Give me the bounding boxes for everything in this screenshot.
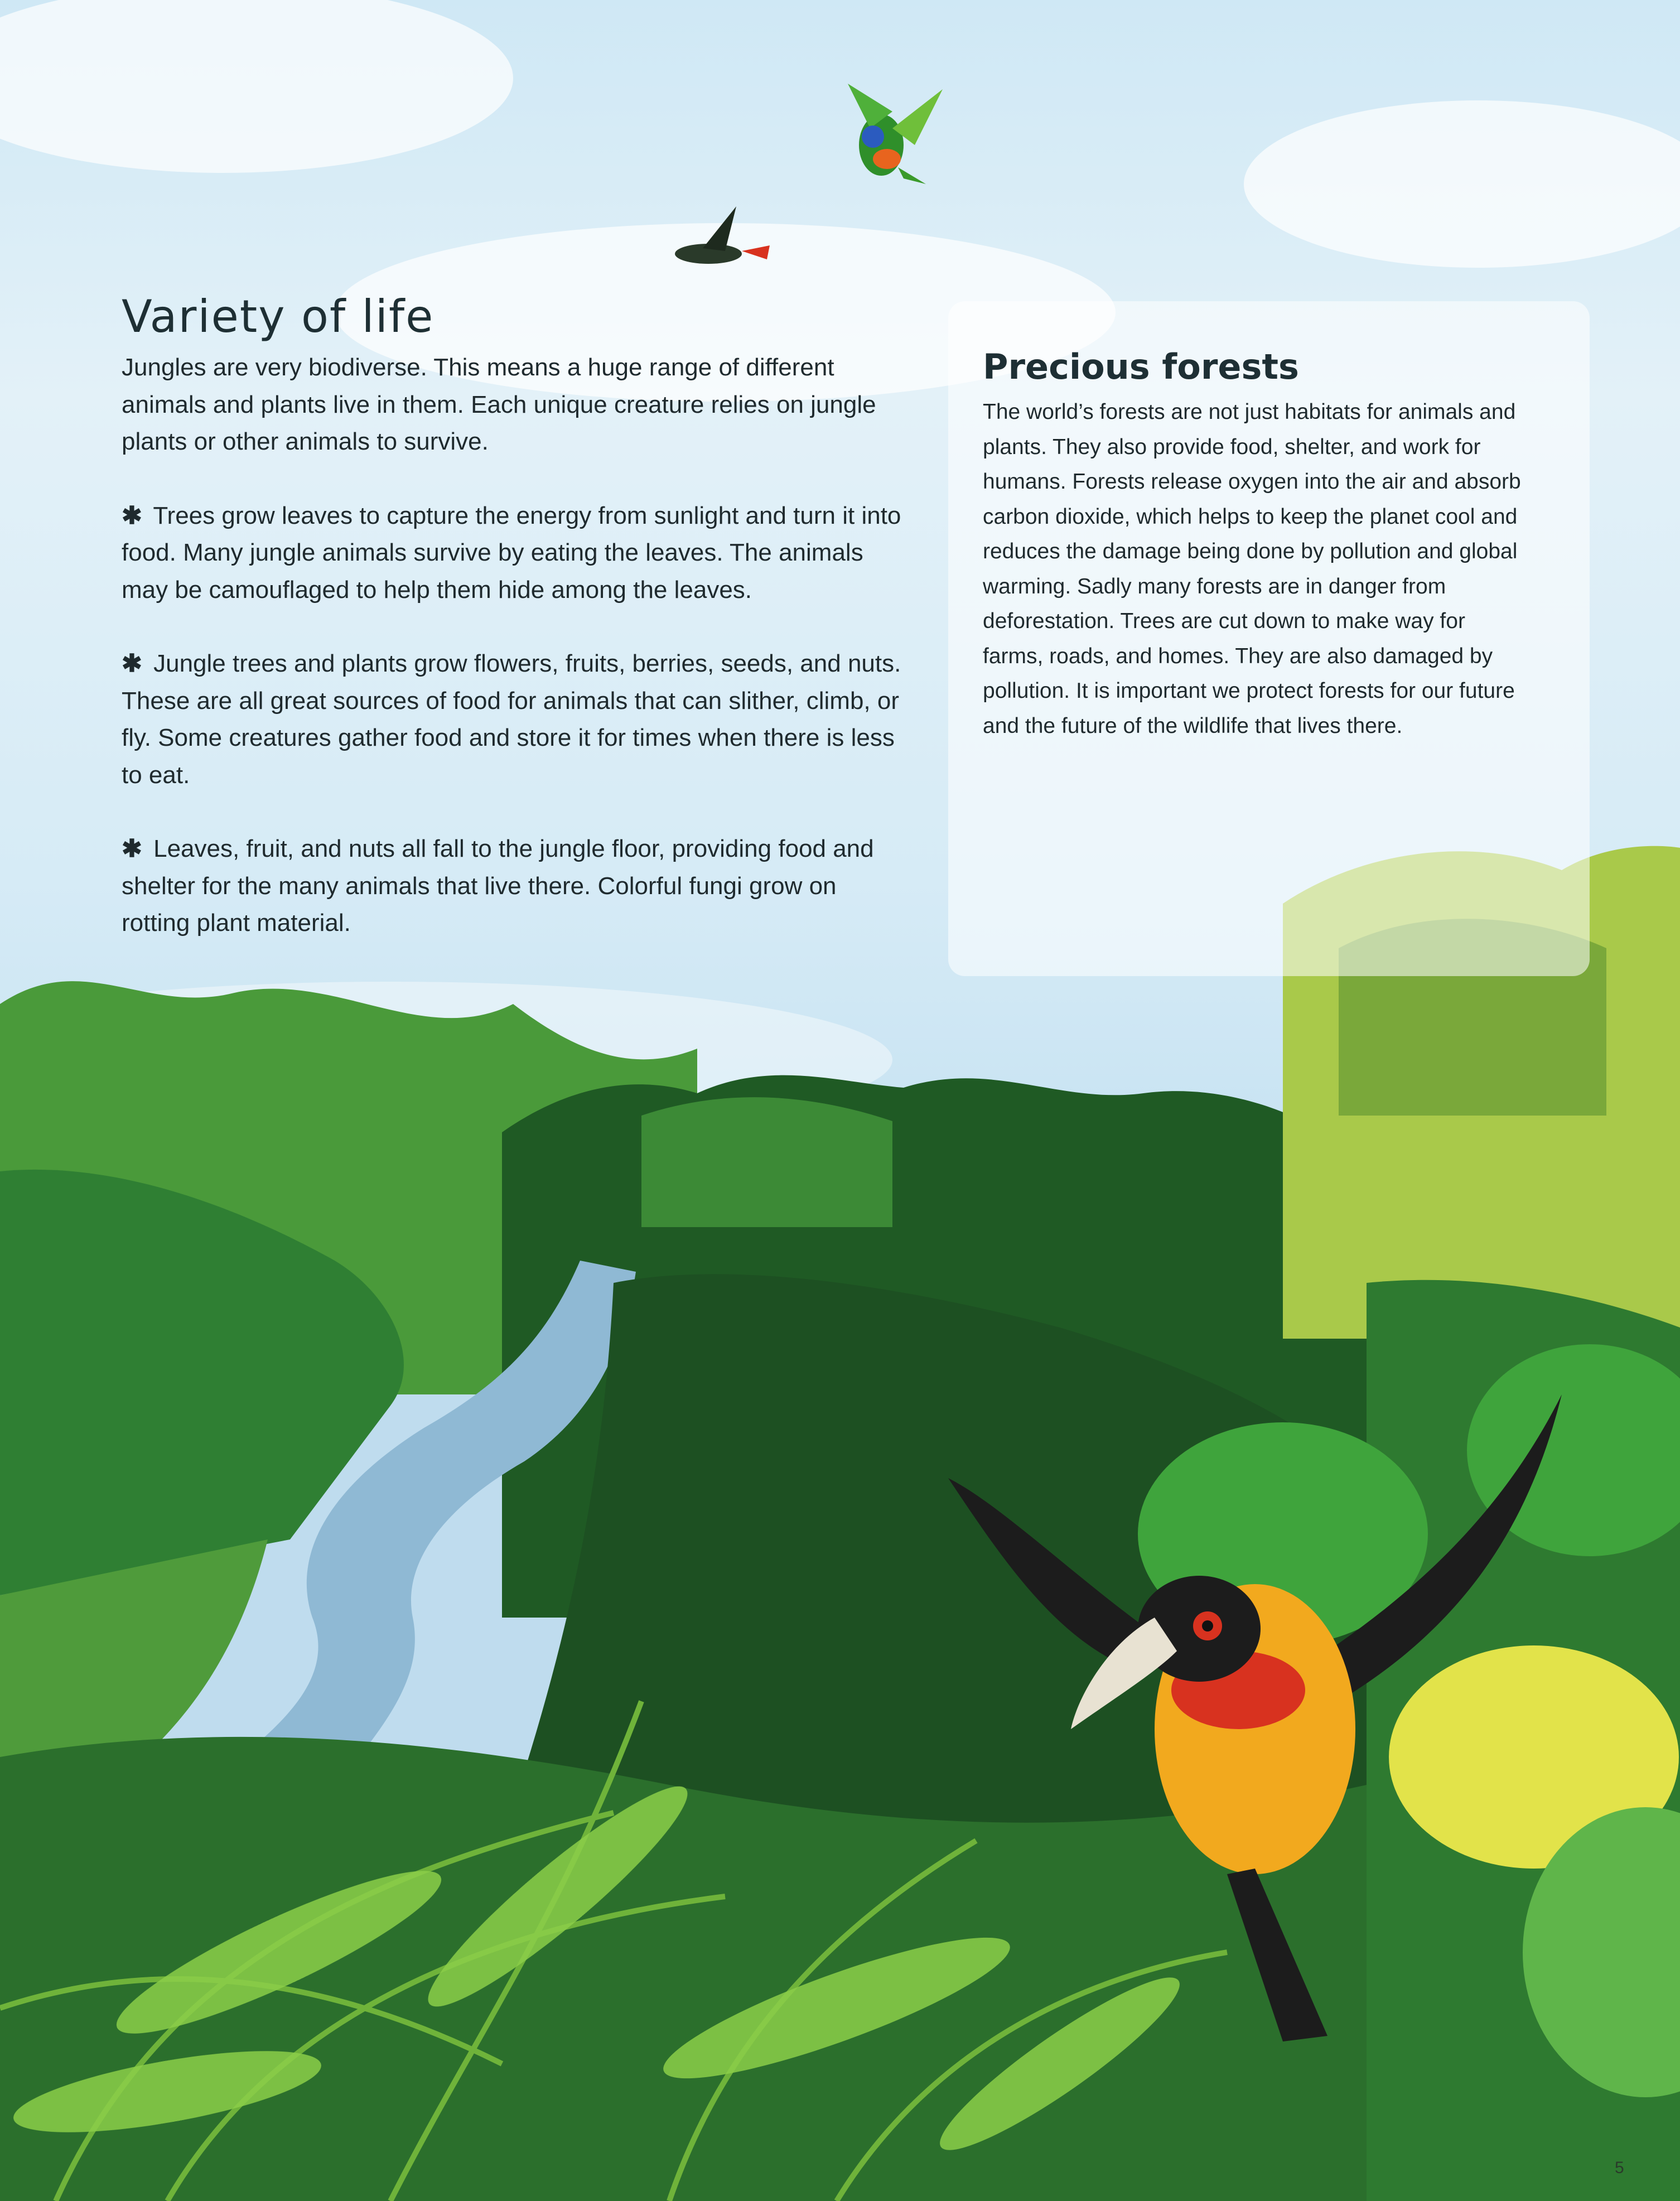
bullet-text: Jungle trees and plants grow flowers, fruits, berries, seeds, and nuts. These are all great sources of food for animals that can slither, climb, or fly. Some creatures gather food and store it for times when there is less to eat.	[122, 650, 901, 789]
box-title: Precious forests	[983, 346, 1299, 387]
section-title: Variety of life	[122, 291, 435, 342]
bullet-item	[122, 831, 902, 942]
page-number: 5	[1615, 2159, 1624, 2177]
precious-forests-box	[983, 346, 1529, 744]
bullet-text: Trees grow leaves to capture the energy from sunlight and turn it into food. Many jungle animals survive by eating the leaves. The animals may be camouflaged to help them hide among the leaves.	[122, 501, 901, 604]
box-body: The world’s forests are not just habitats for animals and plants. They also provide food, shelter, and work for humans. Forests release oxygen into the air and absorb carbon dioxide, which helps to keep the planet cool and reduces the damage being done by pollution and global warming. Sadly many forests are in danger from deforestation. Trees are cut down to make way for farms, roads, and homes. They are also damaged by pollution. It is important we protect forests for our future and the future of the wildlife that lives there.	[983, 400, 1521, 738]
bullet-item	[122, 498, 902, 609]
bullet-text: Leaves, fruit, and nuts all fall to the jungle floor, providing food and shelter for the many animals that live there. Colorful fungi grow on rotting plant material.	[122, 835, 874, 937]
bullet-star-icon: ✱	[122, 501, 142, 529]
bullet-item	[122, 645, 902, 794]
variety-of-life-section	[122, 290, 902, 942]
parrot	[848, 84, 943, 184]
bullet-star-icon: ✱	[122, 835, 142, 862]
bullet-star-icon: ✱	[122, 650, 142, 677]
intro-paragraph: Jungles are very biodiverse. This means a huge range of different animals and plants live in them. Each unique creature relies on jungle plants or other animals to survive.	[122, 354, 876, 455]
